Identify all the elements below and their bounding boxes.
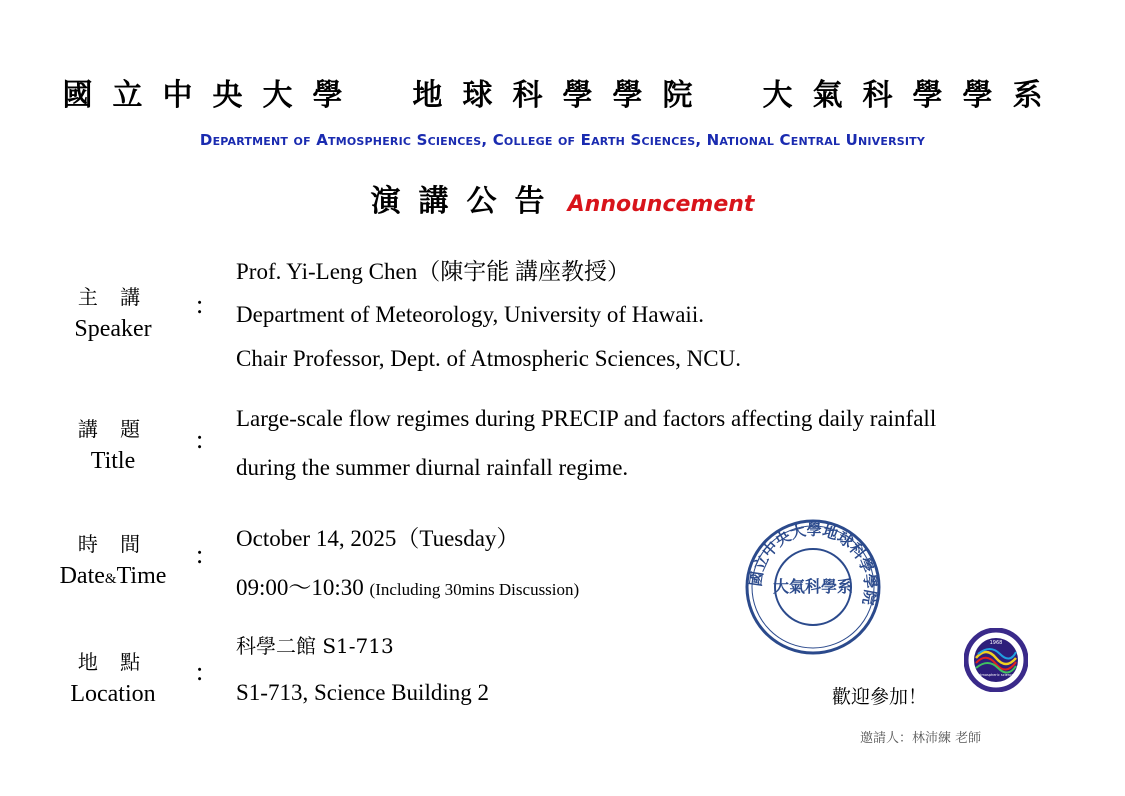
location-label (58, 646, 168, 710)
datetime-label-english (58, 560, 168, 595)
speaker-label-english: Speaker (74, 316, 152, 342)
location-chinese: 科學二館 S1-713 (236, 634, 394, 658)
title-label (58, 413, 168, 477)
speaker-position: Chair Professor, Dept. of Atmospheric Sciences, NCU. (236, 346, 741, 371)
location-label-english: Location (70, 681, 156, 707)
talk-title-line-2: during the summer diurnal rainfall regime. (236, 455, 629, 480)
department-seal (744, 518, 882, 656)
datetime-label-amp: & (104, 571, 117, 587)
seal-inner-text: 大氣科學系 (772, 577, 854, 596)
logo-center-text: atmospheric science (977, 673, 1015, 677)
announcement-heading (0, 176, 1125, 220)
speaker-label-chinese: 主 講 (77, 285, 149, 309)
title-label-chinese: 講 題 (77, 417, 149, 441)
announcement-heading-chinese: 演講公告 (370, 184, 563, 219)
logo-year: 1968 (989, 640, 1003, 646)
inviter-text: 邀請人：林沛練 老師 (860, 731, 982, 746)
seal-outer-text: 國立中央大學地球科學學院 (746, 520, 880, 607)
title-label-english: Title (90, 448, 136, 474)
talk-time-line (236, 569, 579, 602)
department-title-english: Department of Atmospheric Sciences, College of Earth Sciences, National Central University (199, 131, 926, 149)
title-colon: : (196, 425, 204, 454)
ncu-atmos-logo (964, 628, 1028, 692)
datetime-label (58, 528, 168, 595)
speaker-name: Prof. Yi-Leng Chen（陳宇能 講座教授） (236, 259, 630, 284)
location-english: S1-713, Science Building 2 (236, 680, 489, 705)
datetime-colon: : (196, 540, 204, 569)
datetime-label-time: Time (116, 563, 167, 589)
welcome-text: 歡迎參加！ (832, 686, 928, 708)
talk-time: 09:00～10:30 (236, 575, 364, 600)
speaker-affiliation: Department of Meteorology, University of Hawaii. (236, 302, 704, 327)
talk-date: October 14, 2025（Tuesday） (236, 526, 520, 551)
announcement-heading-english: Announcement (567, 192, 755, 217)
talk-title-line-1: Large-scale flow regimes during PRECIP and factors affecting daily rainfall (236, 406, 937, 431)
talk-time-note: (Including 30mins Discussion) (369, 580, 580, 599)
datetime-label-date: Date (59, 563, 105, 589)
location-colon: : (196, 657, 204, 686)
location-label-chinese: 地 點 (77, 650, 149, 674)
department-title-chinese: 國立中央大學 地球科學學院 大氣科學學系 (62, 78, 1063, 113)
speaker-colon: : (196, 290, 204, 319)
speaker-label (58, 281, 168, 345)
datetime-label-chinese: 時 間 (77, 532, 149, 556)
